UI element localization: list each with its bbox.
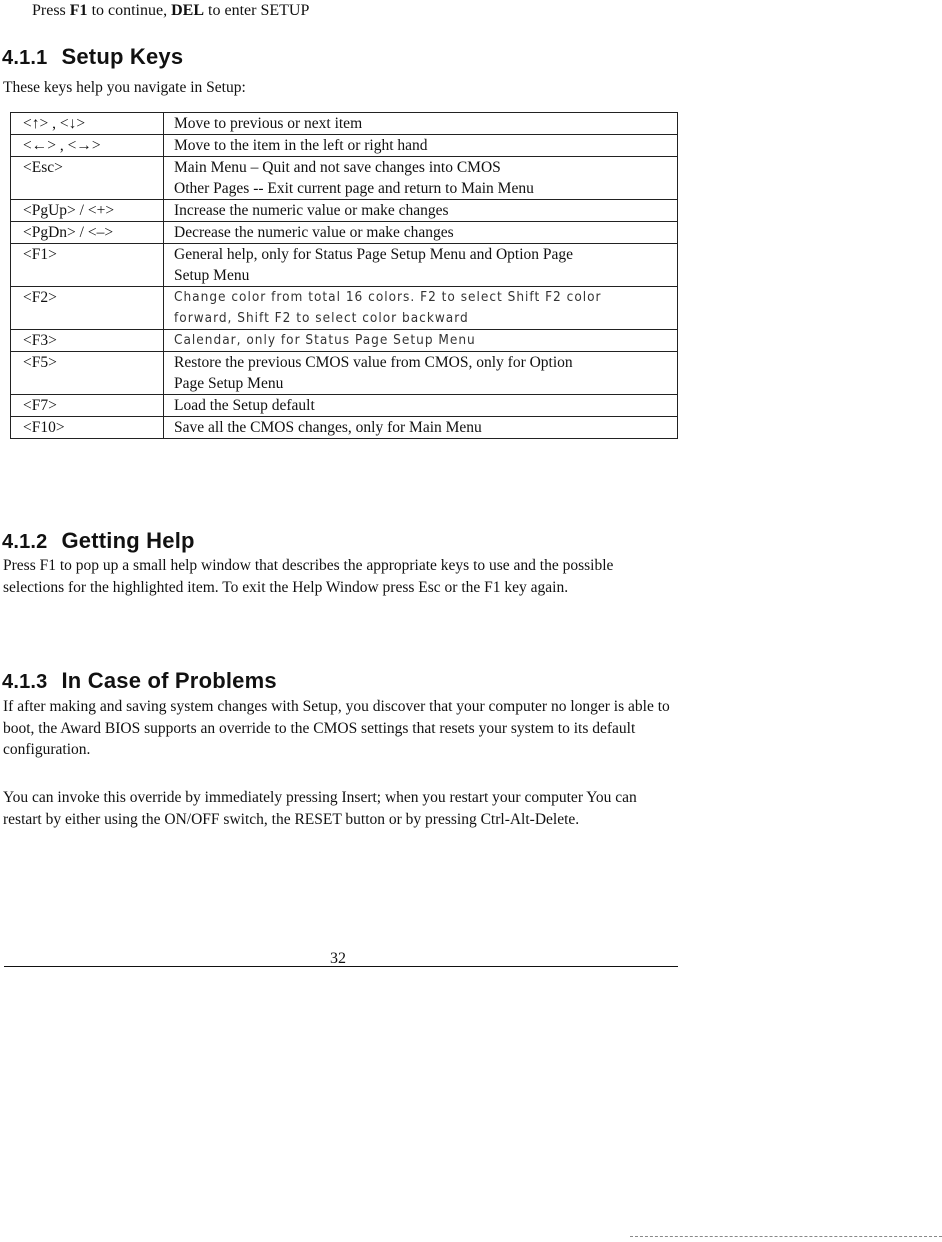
key-description-line: Move to previous or next item bbox=[174, 115, 363, 132]
key-row bbox=[11, 287, 678, 330]
key-description-line: Load the Setup default bbox=[174, 397, 315, 414]
key-description-line: Setup Menu bbox=[174, 267, 250, 284]
key-row bbox=[11, 395, 678, 417]
key-description-line: Save all the CMOS changes, only for Main Menu bbox=[174, 419, 482, 436]
key-description-line: Other Pages -- Exit current page and return to Main Menu bbox=[174, 180, 534, 197]
intro-key-f1: F1 bbox=[69, 2, 88, 19]
key-description-line: Move to the item in the left or right hand bbox=[174, 137, 428, 154]
key-row bbox=[11, 222, 678, 244]
problems-heading bbox=[2, 668, 277, 694]
intro-text-mid: to continue, bbox=[87, 2, 172, 19]
key-description-cell bbox=[164, 113, 678, 135]
key-description-line: Change color from total 16 colors. F2 to select Shift F2 color bbox=[174, 289, 602, 305]
key-description-cell bbox=[164, 287, 678, 330]
key-description-cell bbox=[164, 417, 678, 439]
key-description-cell bbox=[164, 222, 678, 244]
problems-title: In Case of Problems bbox=[61, 668, 277, 693]
scan-artifact bbox=[630, 1236, 942, 1237]
intro-text-press: Press bbox=[32, 2, 70, 19]
key-description-cell bbox=[164, 157, 678, 200]
key-cell: <←> , <→> bbox=[11, 135, 164, 157]
key-cell: <F5> bbox=[11, 352, 164, 395]
problems-paragraph-1: If after making and saving system changes with Setup, you discover that your computer no longer is able to boot, the Award BIOS supports an override to the CMOS settings that resets your system to its default configuration. bbox=[3, 698, 670, 758]
intro-key-del: DEL bbox=[171, 2, 205, 19]
key-description-cell bbox=[164, 135, 678, 157]
key-cell: <F2> bbox=[11, 287, 164, 330]
key-cell: <PgUp> / <+> bbox=[11, 200, 164, 222]
key-description-line: General help, only for Status Page Setup Menu and Option Page bbox=[174, 246, 574, 263]
key-description-cell bbox=[164, 200, 678, 222]
setup-keys-table bbox=[10, 112, 678, 439]
footer-rule bbox=[4, 966, 678, 967]
key-description-line: forward, Shift F2 to select color backward bbox=[174, 310, 469, 326]
setup-keys-title: Setup Keys bbox=[61, 44, 184, 69]
key-cell: <↑> , <↓> bbox=[11, 113, 164, 135]
problems-paragraph-2: You can invoke this override by immediately pressing Insert; when you restart your computer You can restart by either using the ON/OFF switch, the RESET button or by pressing Ctrl-Alt-Delete. bbox=[3, 789, 637, 828]
page-number: 32 bbox=[330, 950, 346, 967]
intro-text-end: to enter SETUP bbox=[204, 2, 310, 19]
key-description-cell bbox=[164, 352, 678, 395]
key-row bbox=[11, 352, 678, 395]
key-description-cell bbox=[164, 244, 678, 287]
key-description-line: Page Setup Menu bbox=[174, 375, 284, 392]
key-cell: <F7> bbox=[11, 395, 164, 417]
key-cell: <F10> bbox=[11, 417, 164, 439]
getting-help-heading bbox=[2, 528, 195, 554]
key-description-line: Calendar, only for Status Page Setup Menu bbox=[174, 332, 476, 348]
key-cell: <F1> bbox=[11, 244, 164, 287]
key-row bbox=[11, 157, 678, 200]
key-row bbox=[11, 135, 678, 157]
key-cell: <F3> bbox=[11, 330, 164, 352]
key-row bbox=[11, 330, 678, 352]
key-description-line: Main Menu – Quit and not save changes into CMOS bbox=[174, 159, 501, 176]
getting-help-number: 4.1.2 bbox=[2, 531, 48, 553]
key-cell: <PgDn> / <–> bbox=[11, 222, 164, 244]
setup-keys-number: 4.1.1 bbox=[2, 47, 48, 69]
setup-keys-heading bbox=[2, 44, 183, 70]
key-row bbox=[11, 200, 678, 222]
key-description-line: Increase the numeric value or make changes bbox=[174, 202, 449, 219]
intro-line bbox=[32, 2, 309, 20]
key-row bbox=[11, 244, 678, 287]
key-description-cell bbox=[164, 395, 678, 417]
key-description-cell bbox=[164, 330, 678, 352]
key-row bbox=[11, 417, 678, 439]
key-cell: <Esc> bbox=[11, 157, 164, 200]
problems-number: 4.1.3 bbox=[2, 671, 48, 693]
getting-help-title: Getting Help bbox=[61, 528, 195, 553]
getting-help-text: Press F1 to pop up a small help window that describes the appropriate keys to use and the possible selections for the highlighted item. To exit the Help Window press Esc or the F1 key again. bbox=[3, 557, 614, 596]
setup-keys-intro: These keys help you navigate in Setup: bbox=[3, 79, 246, 96]
key-description-line: Decrease the numeric value or make changes bbox=[174, 224, 454, 241]
key-description-line: Restore the previous CMOS value from CMOS, only for Option bbox=[174, 354, 573, 371]
key-row bbox=[11, 113, 678, 135]
